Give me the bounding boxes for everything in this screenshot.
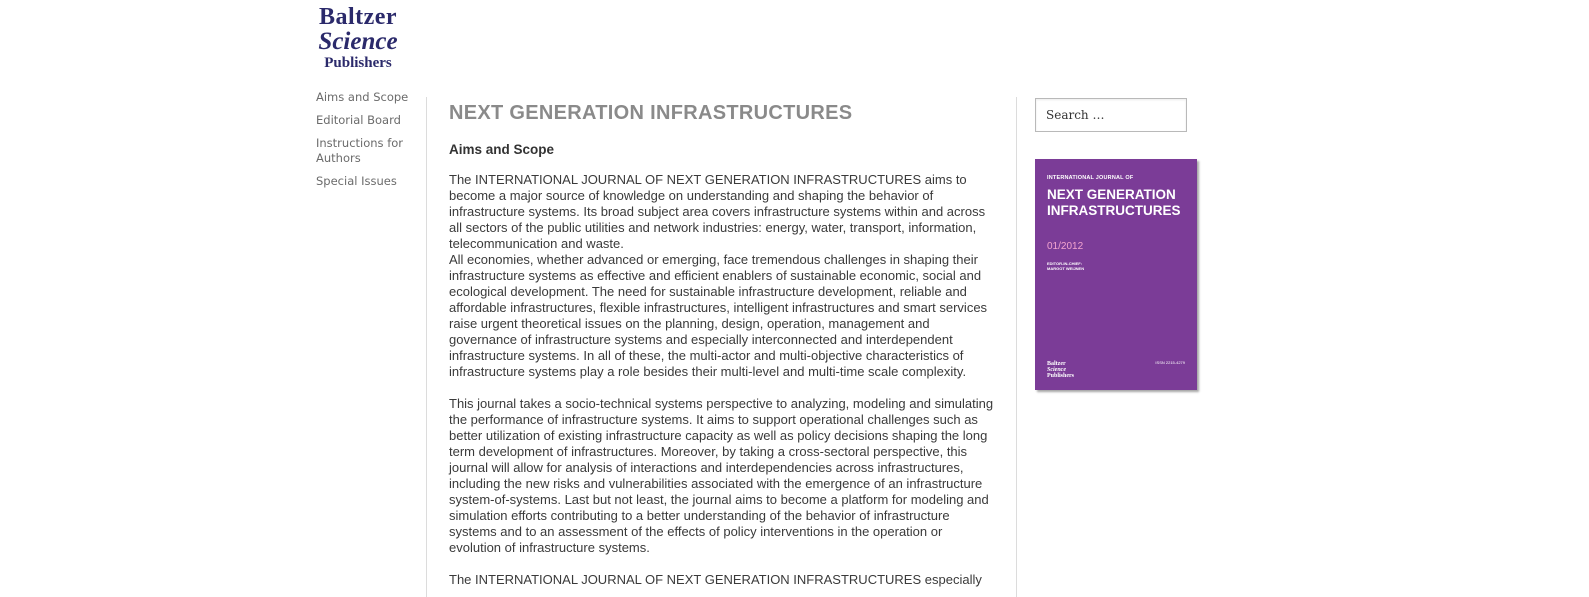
- cover-publisher-line-1: Baltzer: [1047, 361, 1066, 367]
- paragraph-2: All economies, whether advanced or emerging, face tremendous challenges in shaping their infrastructure systems as effective and efficient enablers of sustainable economic, social and ecological development. The need for sustainable infrastructure development, reliable and affordable infrastructures, flexible infrastructures, intelligent infrastructures and smart services raise urgent theoretical issues on the planning, design, operation, management and governance of infrastructure systems and especially interconnected and interdependent infrastructure systems. In all of these, the multi-actor and multi-objective characteristics of infrastructure systems play a role besides their multi-level and multi-time scale complexity.: [449, 252, 988, 379]
- main-content: [426, 97, 1017, 597]
- search-input[interactable]: [1036, 99, 1186, 131]
- cover-issue: 01/2012: [1047, 241, 1084, 252]
- cover-editor-line-2: MARGOT WEIJNEN: [1047, 266, 1085, 271]
- cover-title: NEXT GENERATION INFRASTRUCTURES: [1047, 187, 1181, 218]
- section-heading: Aims and Scope: [449, 142, 555, 157]
- cover-publisher-line-2: Science: [1047, 367, 1066, 373]
- journal-cover-image[interactable]: [1035, 159, 1197, 390]
- sidebar-item-editorial-board[interactable]: Editorial Board: [316, 113, 401, 127]
- sidebar-item-special-issues[interactable]: Special Issues: [316, 174, 397, 188]
- publisher-logo[interactable]: [313, 5, 403, 72]
- cover-publisher-logo: [1047, 361, 1074, 379]
- cover-editor: [1047, 261, 1185, 271]
- page-title: NEXT GENERATION INFRASTRUCTURES: [449, 102, 853, 124]
- paragraph-4: The INTERNATIONAL JOURNAL OF NEXT GENERATION INFRASTRUCTURES especially: [449, 572, 982, 587]
- sidebar-item-aims-and-scope[interactable]: Aims and Scope: [316, 90, 409, 104]
- paragraph-1: The INTERNATIONAL JOURNAL OF NEXT GENERATION INFRASTRUCTURES aims to become a major source of knowledge on understanding and shaping the behavior of infrastructure systems. Its broad subject area covers infrastructure systems within and across all sectors of the public utilities and network industries: energy, water, transport, information, telecommunication and waste.: [449, 172, 986, 251]
- sidebar-nav: [316, 90, 411, 197]
- logo-line-1: Baltzer: [318, 4, 398, 30]
- cover-publisher-line-3: Publishers: [1047, 373, 1075, 379]
- cover-top-label: INTERNATIONAL JOURNAL OF: [1047, 175, 1134, 181]
- sidebar-item-instructions-for-authors[interactable]: Instructions for Authors: [316, 136, 404, 165]
- cover-editor-line-1: EDITOR-IN-CHIEF:: [1047, 261, 1083, 266]
- logo-line-3: Publishers: [324, 55, 392, 71]
- logo-line-2: Science: [318, 28, 398, 55]
- search-box: [1035, 98, 1187, 132]
- cover-issn: ISSN 2215-4279: [1155, 360, 1185, 365]
- paragraph-3: This journal takes a socio-technical systems perspective to analyzing, modeling and simulating the performance of infrastructure systems. It aims to support operational challenges such as better utilization of existing infrastructure capacity as well as policy decisions shaping the long term development of infrastructures. Moreover, by taking a cross-sectoral perspective, this journal will allow for analysis of interactions and interdependencies across infrastructures, including the new risks and vulnerabilities associated with the emergence of an infrastructure system-of-systems. Last but not least, the journal aims to become a platform for modeling and simulation efforts contributing to a better understanding of the behavior of infrastructure systems and to an assessment of the effects of policy interventions in the operation or evolution of infrastructure systems.: [449, 396, 994, 555]
